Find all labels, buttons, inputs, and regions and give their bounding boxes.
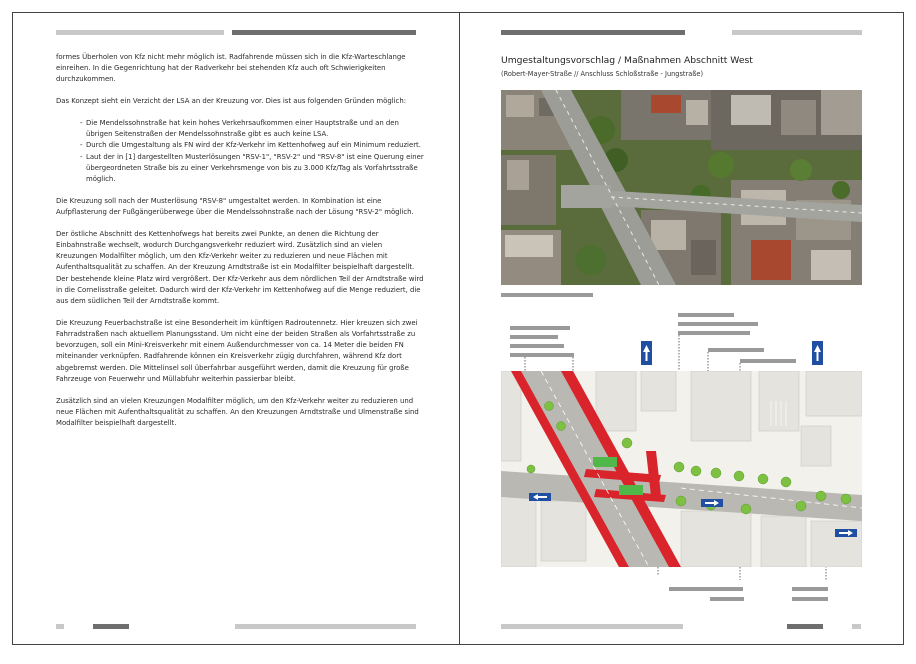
plan-label-bar <box>792 587 828 591</box>
plan-label-bar <box>669 587 743 591</box>
plan-label-bar <box>710 597 744 601</box>
paragraph: Der östliche Abschnitt des Kettenhofwegs hat bereits zwei Punkte, an denen die Richtung der Einbahnstraße wechselt, wodurch Durchgangsverkehr reduziert wird. Zusätzlich sind an vielen Kreuzungen Modalfilter möglich, um den Kfz-Verkehr weiter zu reduzieren und neue Flächen mit Aufenthaltsqualität zu schaffen. An der Kreuzung Arndtstraße ist ein Modalfilter beispielhaft dargestellt. Der bestehende kleine Platz wird vergrößert. Der Kfz-Verkehr aus dem nördlichen Teil der Arndtstraße wird in die Cornelisstraße geleitet. Dadurch wird der Kfz-Verkehr im Kettenhofweg auf die Menge reduziert, die aus dem südlichen Teil der Arndtstraße kommt. <box>56 229 424 306</box>
bullet-item: - Laut der in [1] dargestellten Musterlösungen "RSV-1", "RSV-2" und "RSV-8" ist eine Querung einer übergeordneten Straße bis zu einer Verkehrsmenge von bis zu 3.000 Kfz/Tag als Vorfahrtsstraße möglich. <box>80 152 424 186</box>
paragraph: Die Kreuzung soll nach der Musterlösung "RSV-8" umgestaltet werden. In Kombination ist eine Aufpflasterung der Fußgängerüberwege über die Mendelssohnstraße nach der Lösung "RSV-2" möglich. <box>56 196 414 217</box>
paragraph: Das Konzept sieht ein Verzicht der LSA an der Kreuzung vor. Dies ist aus folgenden Gründen möglich: <box>56 97 407 106</box>
paragraph: Zusätzlich sind an vielen Kreuzungen Modalfilter möglich, um den Kfz-Verkehr weiter zu reduzieren und neue Flächen mit Aufenthaltsqualität zu schaffen. An den Kreuzungen Arndtstraße und Ulmenstraße sind Modalfilter beispielhaft dargestellt. <box>56 396 419 428</box>
bullet-item: - Durch die Umgestaltung als FN wird der Kfz-Verkehr im Kettenhofweg auf ein Minimum reduziert. <box>80 140 424 151</box>
bullet-item: - Die Mendelssohnstraße hat kein hohes Verkehrsaufkommen einer Hauptstraße und an den übrigen Seitenstraßen der Mendelssohnstraße gibt es auch keine LSA. <box>80 118 424 140</box>
one-way-sign-icon <box>812 341 823 365</box>
paragraph: formes Überholen von Kfz nicht mehr möglich ist. Radfahrende müssen sich in die Kfz-Warteschlange einreihen. In die Gegenrichtung hat der Radverkehr bei stehenden Kfz auch oft Schwierigkeiten durchzukommen. <box>56 53 406 84</box>
section-title: Umgestaltungsvorschlag / Maßnahmen Abschnitt West <box>501 55 753 66</box>
section-subtitle: (Robert-Mayer-Straße // Anschluss Schloßstraße - Jungstraße) <box>501 70 704 78</box>
site-plan <box>501 371 862 567</box>
site-plan-graphic <box>501 371 862 567</box>
one-way-sign-icon <box>641 341 652 365</box>
plan-label-bar <box>792 597 828 601</box>
paragraph: Die Kreuzung Feuerbachstraße ist eine Besonderheit im künftigen Radroutennetz. Hier kreuzen sich zwei Fahrradstraßen nach aktuellem Planungsstand. Um nicht eine der beiden Straßen als Vorfahrtsstraße zu bevorzugen, soll ein Mini-Kreisverkehr mit einem Außendurchmesser von ca. 14 Meter die beiden FN miteinander verknüpfen. Radfahrende können ein Kreisverkehr zügig durchfahren, während Kfz dort abgebremst werden. Die Mittelinsel soll überfahrbar ausgeführt werden, damit die Kreuzung für große Fahrzeuge von Feuerwehr und Müllabfuhr weiterhin passierbar bleibt. <box>56 318 418 383</box>
